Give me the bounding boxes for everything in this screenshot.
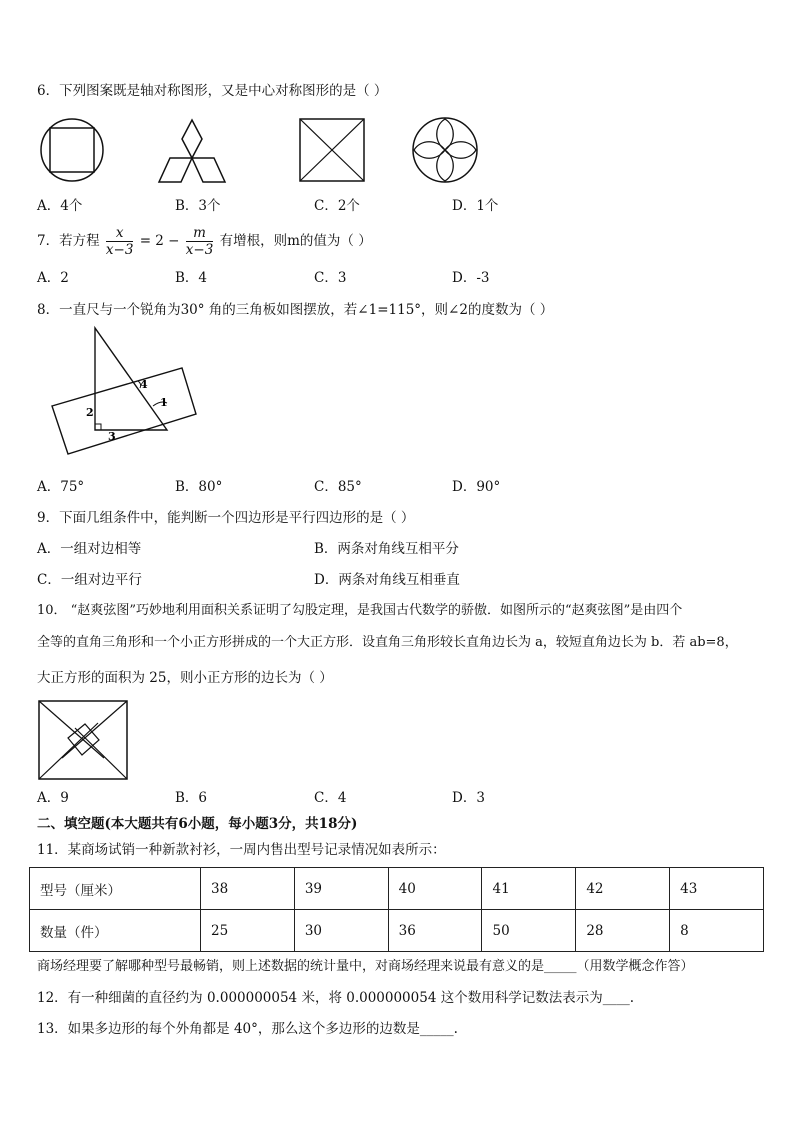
table-cell: 40 (388, 868, 482, 910)
table-cell: 28 (576, 910, 670, 952)
q6-option-c[interactable]: C．2个 (314, 198, 360, 214)
q10-stem-line3: 大正方形的面积为 25，则小正方形的边长为（ ） (37, 670, 333, 686)
q8-angle-label-4: 4 (140, 378, 148, 391)
q7-frac1-num: x (106, 225, 134, 242)
table-cell: 39 (294, 868, 388, 910)
table-row (30, 868, 764, 910)
q8-option-b[interactable]: B．80° (175, 479, 223, 495)
table-cell: 30 (294, 910, 388, 952)
q7-option-b[interactable]: B．4 (175, 270, 208, 286)
q8-option-c[interactable]: C．85° (314, 479, 362, 495)
q8-angle-label-2: 2 (86, 406, 94, 419)
table-cell: 41 (482, 868, 576, 910)
q11-after: 商场经理要了解哪种型号最畅销，则上述数据的统计量中，对商场经理来说最有意义的是_____（用数学概念作答） (37, 959, 694, 974)
q6-figure-square-x (299, 118, 365, 182)
q7-frac2-den: x−3 (185, 242, 214, 258)
table-cell: 型号（厘米） (30, 868, 201, 910)
q6-option-b[interactable]: B．3个 (175, 198, 221, 214)
table-cell: 42 (576, 868, 670, 910)
table-row (30, 910, 764, 952)
q6-figure-flower (410, 116, 480, 184)
section2-title: 二、填空题(本大题共有6小题，每小题3分，共18分) (37, 816, 358, 832)
q10-stem-line2: 全等的直角三角形和一个小正方形拼成的一个大正方形．设直角三角形较长直角边长为 a，较短直角边长为 b．若 ab=8， (37, 635, 738, 650)
q7-option-c[interactable]: C．3 (314, 270, 347, 286)
q8-option-d[interactable]: D．90° (452, 479, 501, 495)
q6-figure-diamonds (157, 118, 227, 184)
q10-option-b[interactable]: B．6 (175, 790, 208, 806)
q7-option-d[interactable]: D．-3 (452, 270, 490, 286)
table-cell: 50 (482, 910, 576, 952)
q7-frac1-den: x−3 (105, 242, 134, 258)
q8-figure-ruler-triangle (50, 326, 200, 461)
table-cell: 25 (201, 910, 295, 952)
q6-option-d[interactable]: D．1个 (452, 198, 499, 214)
q9-option-d[interactable]: D．两条对角线互相垂直 (314, 572, 460, 588)
q7-option-a[interactable]: A．2 (37, 270, 69, 286)
q8-option-a[interactable]: A．75° (37, 479, 85, 495)
table-cell: 8 (670, 910, 764, 952)
q8-angle-label-3: 3 (108, 430, 116, 443)
q9-option-a[interactable]: A．一组对边相等 (37, 541, 142, 557)
q7-fraction-2 (186, 225, 214, 258)
q7-suffix: 有增根，则m的值为（ ） (219, 233, 372, 249)
q6-figure-circle-square (37, 118, 107, 182)
q6-stem: 6．下列图案既是轴对称图形，又是中心对称图形的是（ ） (37, 83, 388, 99)
q13-stem: 13．如果多边形的每个外角都是 40°，那么这个多边形的边数是_____. (37, 1021, 458, 1037)
q9-option-b[interactable]: B．两条对角线互相平分 (314, 541, 459, 557)
q9-stem: 9．下面几组条件中，能判断一个四边形是平行四边形的是（ ） (37, 510, 415, 526)
q7-prefix: 7．若方程 (37, 233, 100, 249)
q11-table (29, 867, 764, 952)
q10-option-d[interactable]: D．3 (452, 790, 485, 806)
table-cell: 38 (201, 868, 295, 910)
table-cell: 数量（件） (30, 910, 201, 952)
table-cell: 43 (670, 868, 764, 910)
q7-fraction-1 (106, 225, 134, 258)
q10-stem-line1: 10． “赵爽弦图”巧妙地利用面积关系证明了勾股定理，是我国古代数学的骄傲．如图所示的“赵爽弦图”是由四个 (37, 603, 683, 618)
q7-mid: = 2 − (139, 233, 180, 249)
q7-frac2-num: m (186, 225, 214, 242)
q6-option-a[interactable]: A．4个 (37, 198, 83, 214)
q11-stem: 11．某商场试销一种新款衬衫，一周内售出型号记录情况如表所示： (37, 842, 446, 858)
q8-angle-label-1: 1 (160, 396, 168, 409)
table-cell: 36 (388, 910, 482, 952)
q12-stem: 12．有一种细菌的直径约为 0.000000054 米，将 0.000000054 这个数用科学记数法表示为____. (37, 990, 634, 1006)
q7-stem (37, 224, 372, 258)
q10-option-c[interactable]: C．4 (314, 790, 347, 806)
q10-option-a[interactable]: A．9 (37, 790, 69, 806)
q10-figure-zhao-shuang (38, 700, 128, 780)
q8-stem: 8．一直尺与一个锐角为30° 角的三角板如图摆放，若∠1=115°，则∠2的度数为（ ） (37, 302, 554, 318)
q9-option-c[interactable]: C．一组对边平行 (37, 572, 142, 588)
